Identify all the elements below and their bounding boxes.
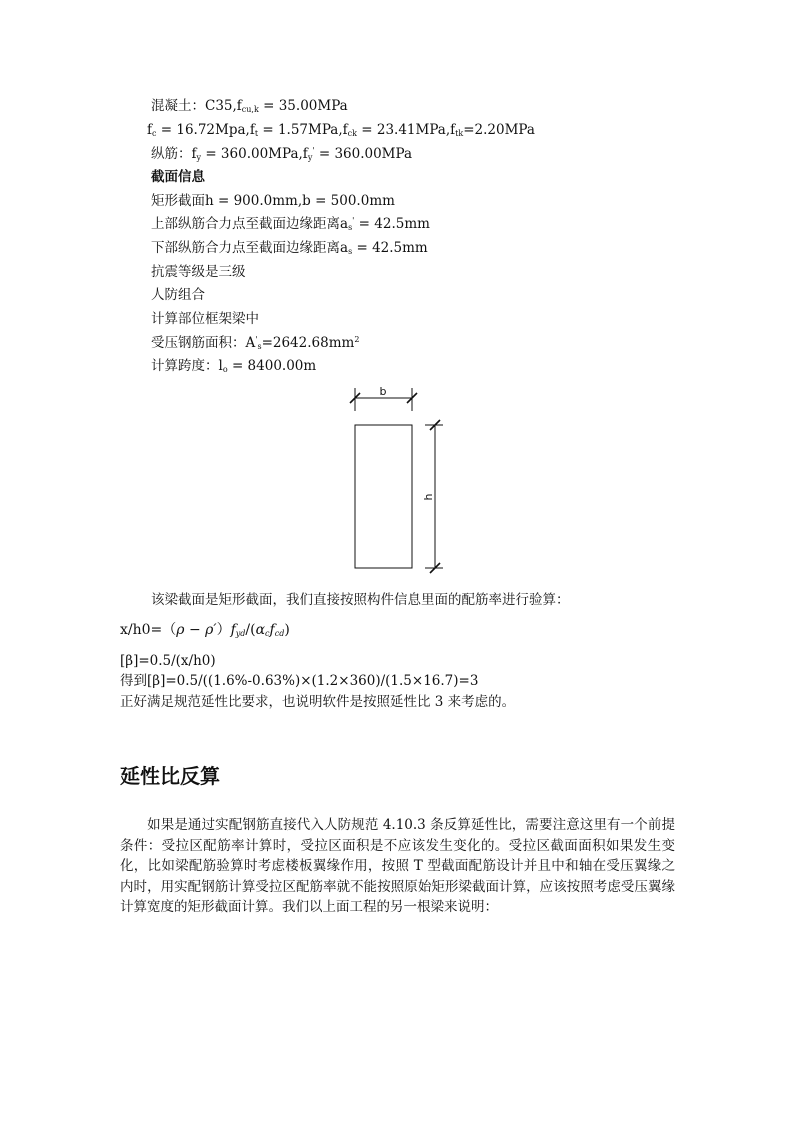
h-label: h: [422, 493, 435, 501]
formula1-alpha-sub: c: [265, 629, 270, 638]
top-cover-line: [151, 214, 430, 234]
compression-area-line: [151, 333, 359, 353]
comp-area-text: 受压钢筋面积：A: [151, 335, 256, 351]
strength-line: [147, 120, 535, 140]
bottom-cover-line: [151, 238, 428, 258]
rect-section-line: 矩形截面h = 900.0mm,b = 500.0mm: [151, 193, 395, 209]
ftk-value: =2.20MPa: [463, 122, 535, 138]
formula1-f2: f: [269, 622, 275, 638]
formula1-rho: ρ − ρ′: [176, 622, 217, 638]
fy-prime-sub: y: [307, 153, 313, 162]
bottom-cover-text: 下部纵筋合力点至截面边缘距离a: [151, 240, 349, 256]
comp-area-value: =2642.68mm: [261, 335, 355, 351]
ft-value: = 1.57MPa,f: [258, 122, 348, 138]
rebar-text: 纵筋：f: [151, 146, 197, 162]
span-value: = 8400.00m: [227, 358, 317, 374]
formula1-alpha: α: [255, 622, 266, 638]
section-title-ductility-back-calc: 延性比反算: [120, 764, 220, 788]
formula-beta-result: 得到[β]=0.5/((1.6%-0.63%)×(1.2×360)/(1.5×16.7)=3: [120, 673, 479, 689]
bottom-cover-value: = 42.5mm: [352, 240, 428, 256]
span-sub: o: [222, 365, 228, 374]
section-rectangle: [355, 425, 412, 568]
fy-prime-sup: ': [312, 146, 315, 155]
fy-value: = 360.00MPa,f: [201, 146, 308, 162]
ftk-sub: tk: [455, 129, 464, 138]
formula1-fyd-sub: yd: [235, 629, 246, 638]
formula1-end: ): [284, 622, 290, 638]
span-text: 计算跨度：l: [151, 358, 223, 374]
b-label: b: [379, 385, 387, 398]
comp-area-unit-sup: 2: [354, 335, 360, 344]
formula1-div: /(: [245, 622, 256, 638]
top-cover-sub: s: [348, 223, 353, 232]
span-line: [151, 356, 316, 376]
concrete-sub: cu,k: [241, 105, 259, 114]
formula1-close: ）: [216, 622, 231, 638]
formula1-fcd-sub: cd: [274, 629, 285, 638]
civil-defense-line: 人防组合: [151, 287, 205, 303]
top-cover-sup: ': [352, 216, 355, 225]
ft-sub: t: [254, 129, 259, 138]
fc-sub: c: [152, 129, 157, 138]
formula1-f: f: [230, 622, 236, 638]
rect-section-diagram: [340, 380, 460, 580]
fck-value: = 23.41MPa,f: [356, 122, 456, 138]
formula-beta: [β]=0.5/(x/h0): [120, 653, 216, 669]
comp-area-sup: ': [255, 335, 258, 344]
paragraph-text: 如果是通过实配钢筋直接代入人防规范 4.10.3 条反算延性比，需要注意这里有一个前提条件：受拉区配筋率计算时，受拉区面积是不应该发生变化的。受拉区截面面积如果发生变化，比如梁配筋验算时考虑楼板翼缘作用，按照 T 型截面配筋设计并且中和轴在受压翼缘之内时，用实配钢筋计算受拉区配筋率就不能按照原始矩形梁截面计算，应该按照考虑受压翼缘计算宽度的矩形截面计算。我们以上面工程的另一根梁来说明：: [120, 817, 675, 915]
concrete-value: = 35.00MPa: [258, 98, 348, 114]
fc-value: = 16.72Mpa,f: [156, 122, 255, 138]
rebar-line: [151, 144, 412, 164]
bottom-cover-sub: s: [348, 247, 353, 256]
fy-sub: y: [196, 153, 202, 162]
formula1-prefix: x/h0=（: [120, 622, 177, 638]
check-intro: 该梁截面是矩形截面，我们直接按照构件信息里面的配筋率进行验算：: [151, 592, 570, 608]
comp-area-sub: s: [257, 342, 262, 351]
formula-xh0: [120, 620, 290, 640]
section-info-heading: 截面信息: [151, 169, 205, 185]
top-cover-value: = 42.5mm: [354, 216, 430, 232]
concrete-text: 混凝土：C35,f: [151, 98, 242, 114]
seismic-grade-line: 抗震等级是三级: [151, 264, 246, 280]
fck-sub: ck: [347, 129, 357, 138]
calc-location-line: 计算部位框架梁中: [151, 311, 259, 327]
top-cover-text: 上部纵筋合力点至截面边缘距离a: [151, 216, 349, 232]
check-conclusion: 正好满足规范延性比要求，也说明软件是按照延性比 3 来考虑的。: [120, 694, 516, 710]
ductility-paragraph: [120, 815, 675, 918]
concrete-grade-line: [151, 96, 348, 116]
fy-prime-value: = 360.00MPa: [314, 146, 413, 162]
fc-symbol: f: [147, 122, 152, 138]
